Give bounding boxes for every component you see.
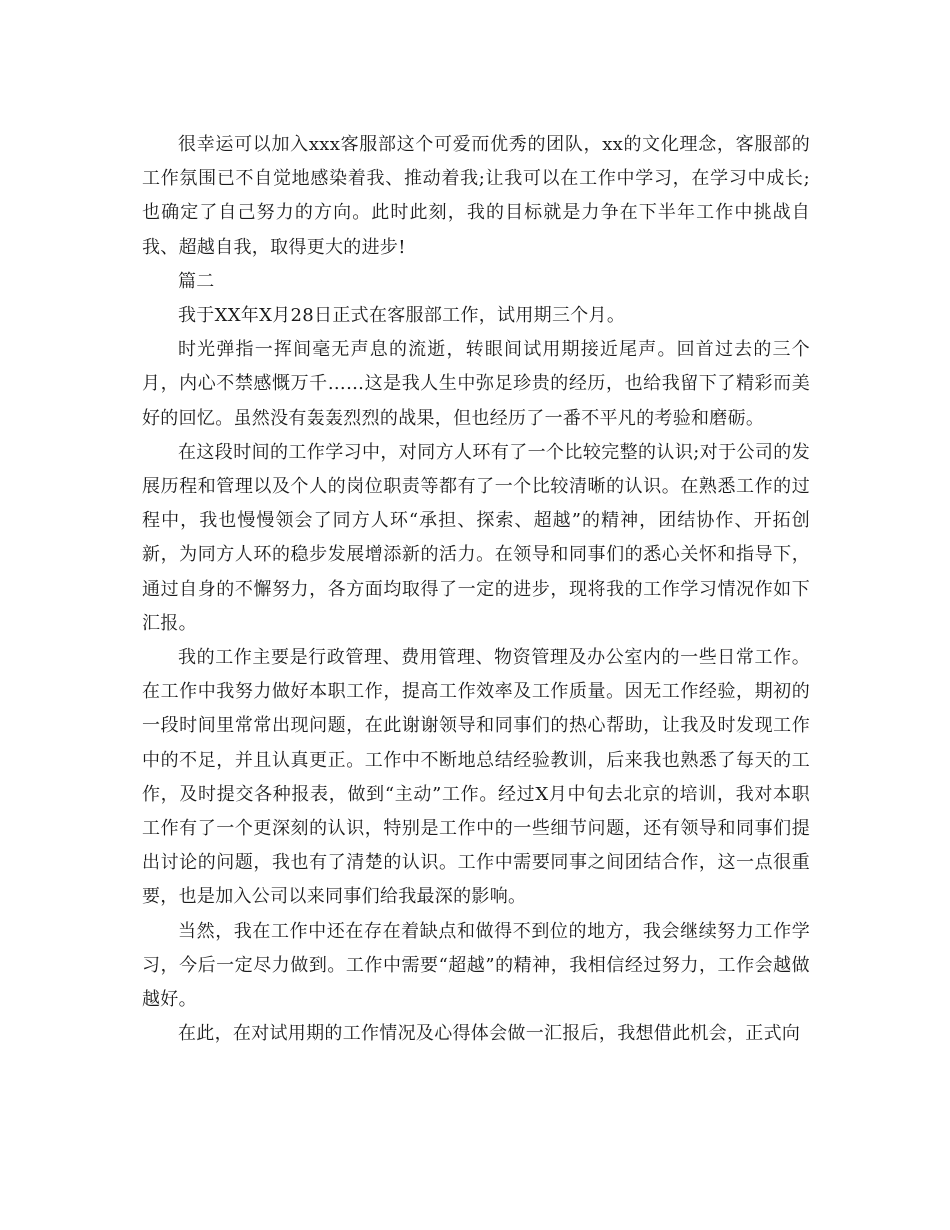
paragraph: 在此，在对试用期的工作情况及心得体会做一汇报后，我想借此机会，正式向 (178, 1023, 801, 1045)
paragraph: 我于XX年X月28日正式在客服部工作，试用期三个月。 (178, 305, 626, 327)
paragraph: 时光弹指一挥间毫无声息的流逝，转眼间试用期接近尾声。回首过去的三个月，内心不禁感慨万千……这是我人生中弥足珍贵的经历，也给我留下了精彩而美好的回忆。虽然没有轰轰烈烈的战果，但也经历了一番不平凡的考验和磨砺。 (142, 339, 810, 429)
paragraph: 很幸运可以加入xxx客服部这个可爱而优秀的团队，xx的文化理念，客服部的工作氛围已不自觉地感染着我、推动着我;让我可以在工作中学习，在学习中成长;也确定了自己努力的方向。此时此刻，我的目标就是力争在下半年工作中挑战自我、超越自我，取得更大的进步! (142, 134, 810, 258)
document-body (142, 128, 810, 1051)
paragraph: 当然，我在工作中还在存在着缺点和做得不到位的地方，我会继续努力工作学习，今后一定尽力做到。工作中需要“超越”的精神，我相信经过努力，工作会越做越好。 (142, 920, 810, 1011)
paragraph: 在这段时间的工作学习中，对同方人环有了一个比较完整的认识;对于公司的发展历程和管理以及个人的岗位职责等都有了一个比较清晰的认识。在熟悉工作的过程中，我也慢慢领会了同方人环“承担、探索、超越”的精神，团结协作、开拓创新，为同方人环的稳步发展增添新的活力。在领导和同事们的悉心关怀和指导下，通过自身的不懈努力，各方面均取得了一定的进步，现将我的工作学习情况作如下汇报。 (142, 441, 810, 634)
section-heading: 篇二 (178, 270, 215, 292)
paragraph: 我的工作主要是行政管理、费用管理、物资管理及办公室内的一些日常工作。在工作中我努力做好本职工作，提高工作效率及工作质量。因无工作经验，期初的一段时间里常常出现问题，在此谢谢领导和同事们的热心帮助，让我及时发现工作中的不足，并且认真更正。工作中不断地总结经验教训，后来我也熟悉了每天的工作，及时提交各种报表，做到“主动”工作。经过X月中旬去北京的培训，我对本职工作有了一个更深刻的认识，特别是工作中的一些细节问题，还有领导和同事们提出讨论的问题，我也有了清楚的认识。工作中需要同事之间团结合作，这一点很重要，也是加入公司以来同事们给我最深的影响。 (142, 647, 810, 908)
